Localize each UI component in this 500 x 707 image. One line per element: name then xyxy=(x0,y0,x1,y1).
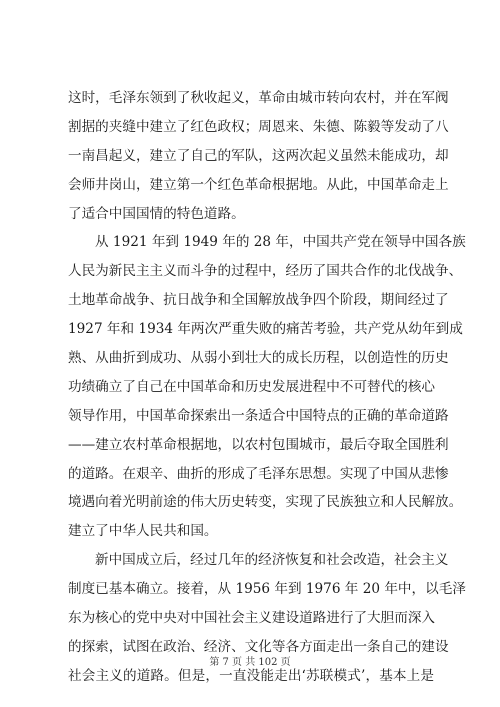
text-line: 1927 年和 1934 年两次严重失败的痛苦考验，共产党从幼年到成 xyxy=(68,321,463,338)
text-line: 人民为新民主主义而斗争的过程中，经历了国共合作的北伐战争、 xyxy=(68,263,463,280)
text-line: 制度已基本确立。接着，从 1956 年到 1976 年 20 年中，以毛泽 xyxy=(68,581,466,598)
text-line: 土地革命战争、抗日战争和全国解放战争四个阶段，期间经过了 xyxy=(68,292,449,309)
page-footer: 第 7 页 共 102 页 xyxy=(209,657,291,668)
text-line: 割据的夹缝中建立了红色政权；周恩来、朱德、陈毅等发动了八 xyxy=(68,118,449,135)
text-line: 领导作用，中国革命探索出一条适合中国特点的正确的革命道路 xyxy=(68,407,449,424)
text-line: 建立了中华人民共和国。 xyxy=(68,523,218,540)
text-line: 新中国成立后，经过几年的经济恢复和社会改造，社会主义 xyxy=(95,552,449,569)
text-line: 的道路。在艰辛、曲折的形成了毛泽东思想。实现了中国从悲惨 xyxy=(68,465,449,482)
text-line: 了适合中国国情的特色道路。 xyxy=(68,205,245,222)
text-line: 社会主义的道路。但是，一直没能走出‘苏联模式’，基本上是 xyxy=(68,667,434,684)
body-text xyxy=(68,84,466,691)
text-line: 这时，毛泽东领到了秋收起义，革命由城市转向农村，并在军阀 xyxy=(68,90,449,106)
text-line: 境遇向着光明前途的伟大历史转变，实现了民族独立和人民解放。 xyxy=(68,494,463,511)
text-line: 一南昌起义，建立了自己的军队，这两次起义虽然未能成功，却 xyxy=(68,147,449,164)
text-line: 功绩确立了自己在中国革命和历史发展进程中不可替代的核心 xyxy=(68,378,436,395)
text-line: 从 1921 年到 1949 年的 28 年，中国共产党在领导中国各族 xyxy=(95,234,466,251)
text-line: ——建立农村革命根据地，以农村包围城市，最后夺取全国胜利 xyxy=(68,436,449,453)
text-line: 东为核心的党中央对中国社会主义建设道路进行了大胆而深入 xyxy=(68,610,436,627)
text-line: 的探索，试图在政治、经济、文化等各方面走出一条自己的建设 xyxy=(68,638,449,655)
text-line: 会师井岗山，建立第一个红色革命根据地。从此，中国革命走上 xyxy=(68,176,449,193)
text-line: 熟、从曲折到成功、从弱小到壮大的成长历程，以创造性的历史 xyxy=(68,350,449,367)
